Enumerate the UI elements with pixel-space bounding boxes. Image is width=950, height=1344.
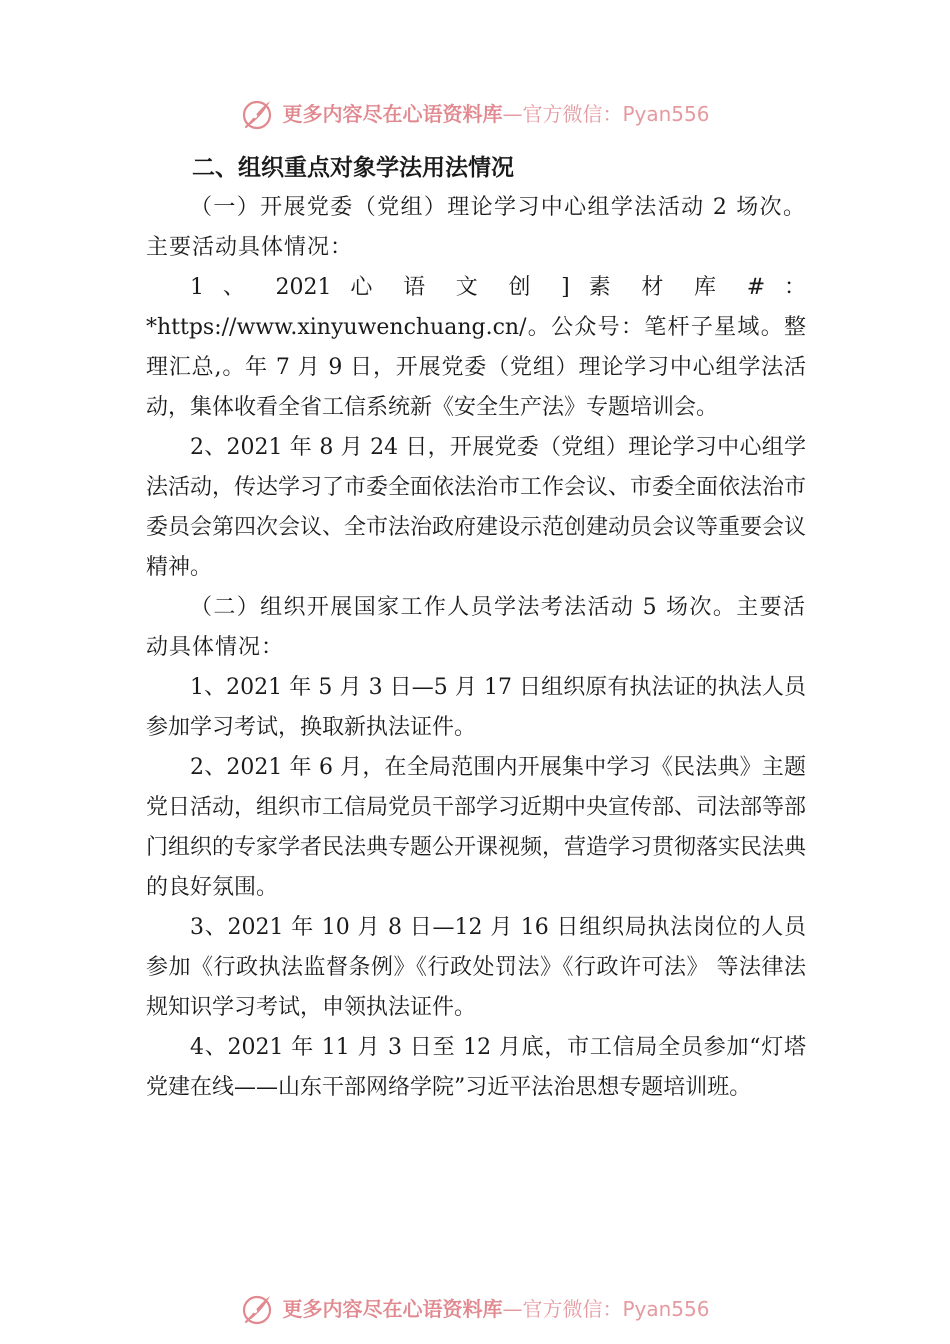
paragraph: 3、2021 年 10 月 8 日—12 月 16 日组织局执法岗位的人员参加《行政执法监督条例》《行政处罚法》《行政许可法》 等法律法规知识学习考试，申领执法证件。: [146, 915, 806, 1020]
paragraph: 1 、 2021 心 语 文 创 ] 素 材 库 # ：*https://www.xinyuwenchuang.cn/。公众号：笔杆子星域。整理汇总,。年 7 月 9 日，开展党委（党组）理论学习中心组学法活动，集体收看全省工信系统新《安全生产法》专题培训会。: [146, 275, 806, 420]
watermark-header: [0, 92, 950, 136]
section-heading: 二、组织重点对象学法用法情况: [192, 155, 514, 181]
paragraph: 4、2021 年 11 月 3 日至 12 月底，市工信局全员参加“灯塔党建在线——山东干部网络学院”习近平法治思想专题培训班。: [146, 1035, 806, 1100]
paragraph: （二）组织开展国家工作人员学法考法活动 5 场次。主要活动具体情况：: [146, 595, 806, 660]
paragraph: 1、2021 年 5 月 3 日—5 月 17 日组织原有执法证的执法人员参加学习考试，换取新执法证件。: [146, 675, 806, 740]
watermark-wechat: —官方微信：Pyan556: [502, 1297, 710, 1321]
watermark-wechat: —官方微信：Pyan556: [502, 102, 710, 126]
paragraph: 2、2021 年 6 月，在全局范围内开展集中学习《民法典》主题党日活动，组织市工信局党员干部学习近期中央宣传部、司法部等部门组织的专家学者民法典专题公开课视频，营造学习贯彻落实民法典的良好氛围。: [146, 755, 807, 900]
paragraph: （一）开展党委（党组）理论学习中心组学法活动 2 场次。主要活动具体情况：: [146, 195, 806, 260]
paragraph: 2、2021 年 8 月 24 日，开展党委（党组）理论学习中心组学法活动，传达学习了市委全面依法治市工作会议、市委全面依法治市委员会第四次会议、全市法治政府建设示范创建动员会议等重要会议精神。: [146, 435, 807, 580]
watermark-footer: [0, 1287, 950, 1331]
quill-pen-logo: [240, 1292, 274, 1326]
watermark-brand: 更多内容尽在心语资料库: [282, 102, 503, 126]
watermark-brand: 更多内容尽在心语资料库: [282, 1297, 503, 1321]
quill-pen-logo: [240, 97, 274, 131]
document-body: [146, 148, 806, 1108]
